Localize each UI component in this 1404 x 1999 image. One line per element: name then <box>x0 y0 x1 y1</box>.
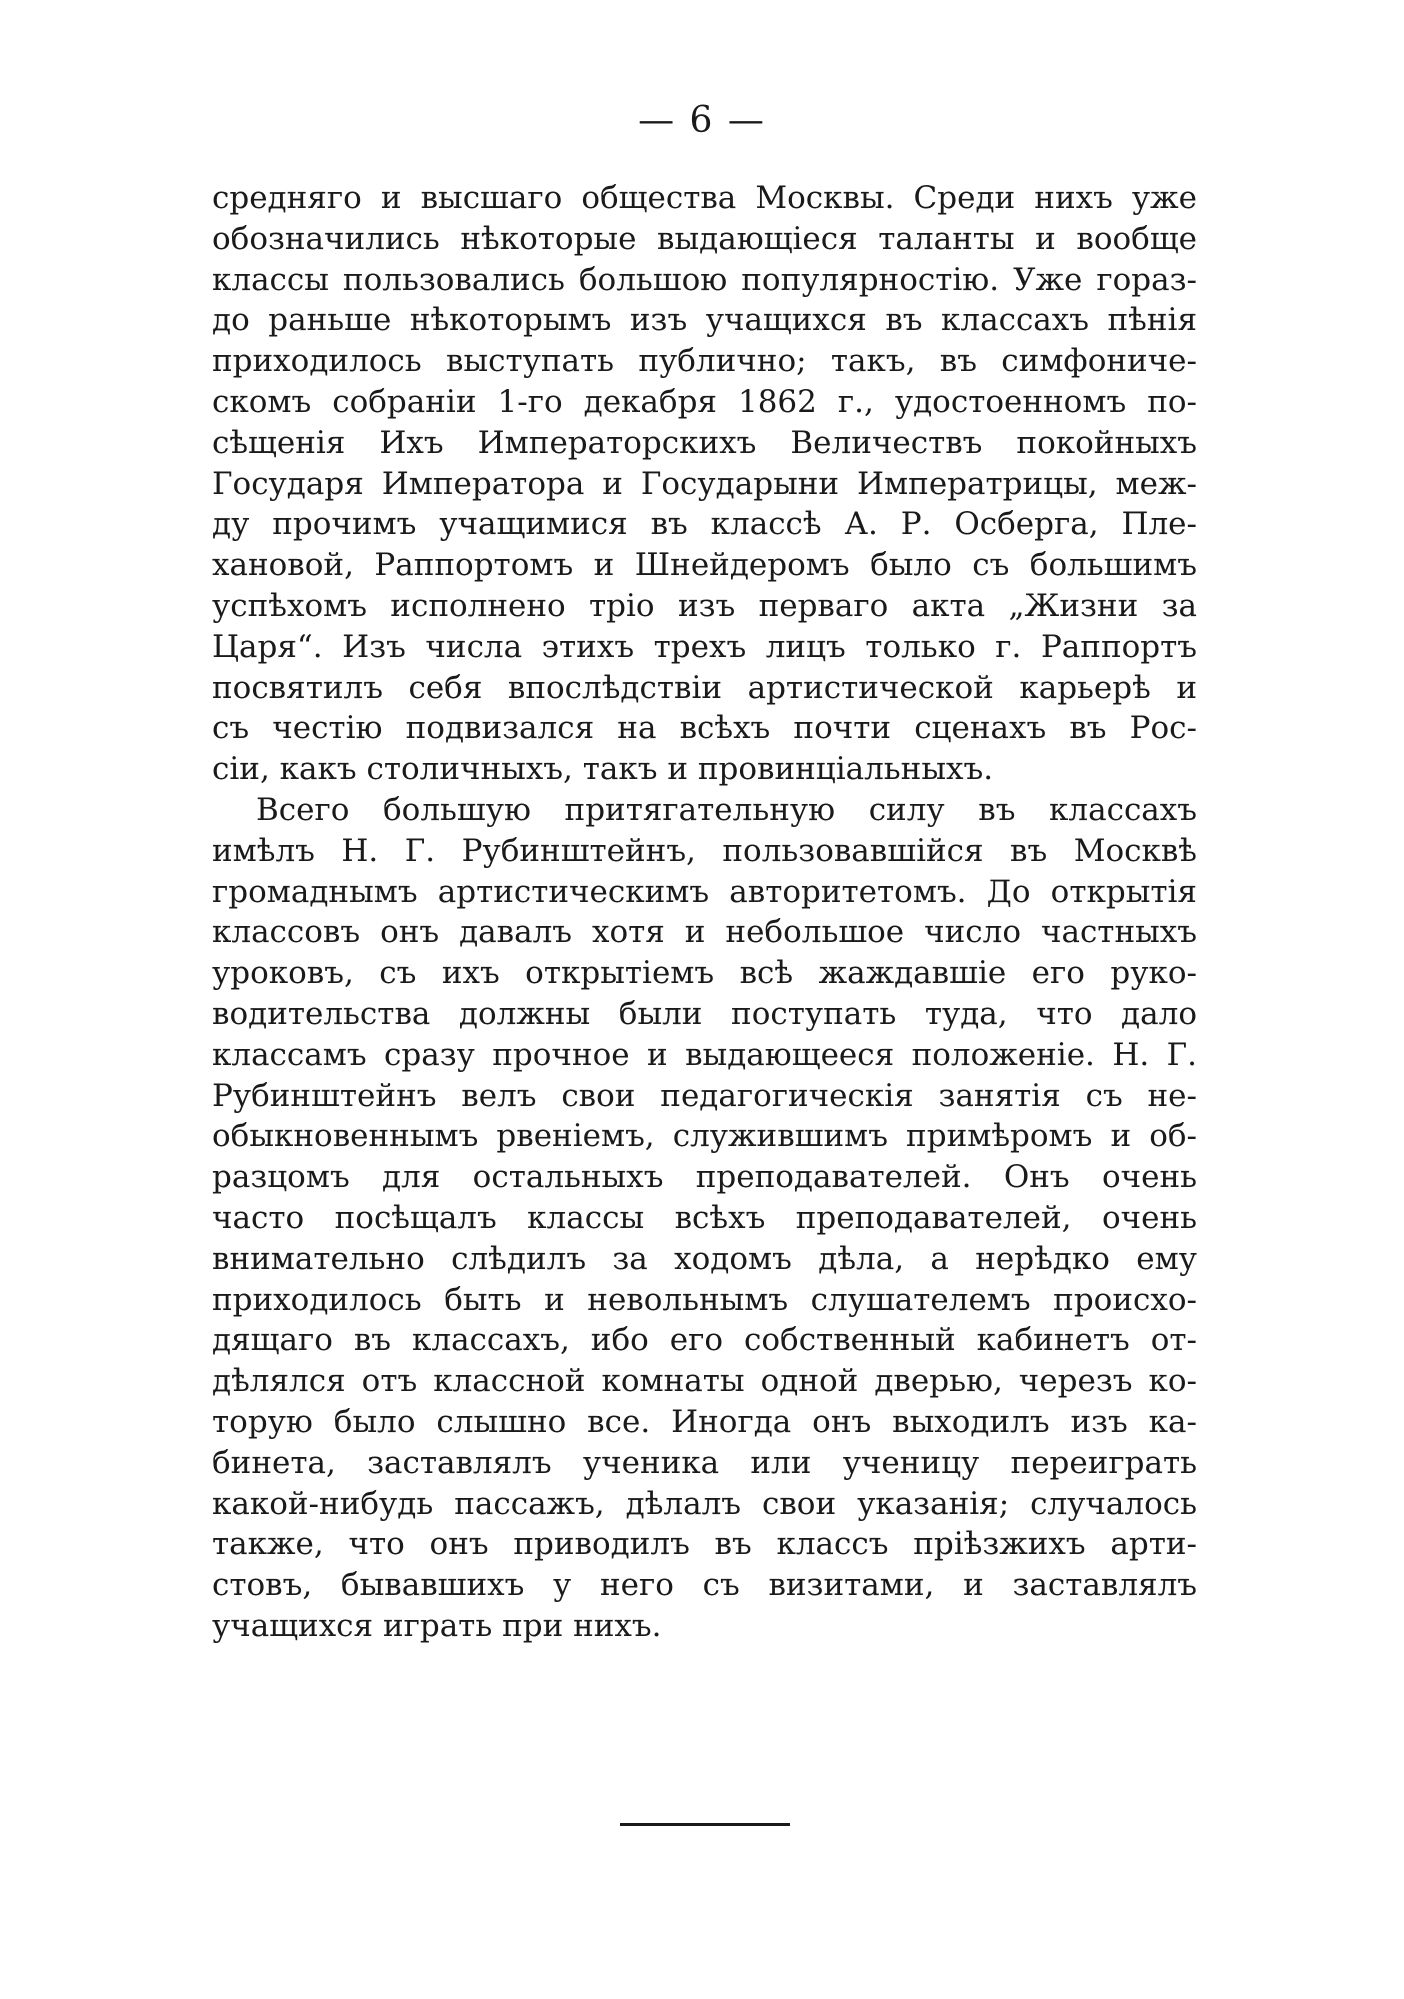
paragraph-2 <box>212 790 1197 1647</box>
text-line: классамъ сразу прочное и выдающееся положеніе. Н. Г. <box>212 1036 1197 1073</box>
text-line: водительства должны были поступать туда, что дало <box>212 995 1197 1032</box>
text-line: уроковъ, съ ихъ открытіемъ всѣ жаждавшіе его руко- <box>212 955 1197 992</box>
text-line: приходилось выступать публично; такъ, въ симфониче- <box>212 343 1197 380</box>
text-line: посвятилъ себя впослѣдствіи артистической карьерѣ и <box>212 669 1197 706</box>
text-line: Рубинштейнъ велъ свои педагогическія занятія съ не- <box>212 1077 1197 1114</box>
text-line: до раньше нѣкоторымъ изъ учащихся въ классахъ пѣнія <box>212 302 1197 339</box>
paragraph-1 <box>212 178 1197 790</box>
text-line: какой-нибудь пассажъ, дѣлалъ свои указанія; случалось <box>212 1485 1197 1522</box>
text-line: учащихся играть при нихъ. <box>212 1607 662 1644</box>
text-line: разцомъ для остальныхъ преподавателей. Онъ очень <box>212 1159 1197 1196</box>
text-line: Царя“. Изъ числа этихъ трехъ лицъ только г. Раппортъ <box>212 628 1197 665</box>
text-line: съ честію подвизался на всѣхъ почти сценахъ въ Рос- <box>212 710 1197 747</box>
text-line: Государя Императора и Государыни Императрицы, меж- <box>212 465 1197 502</box>
text-line: бинета, заставлялъ ученика или ученицу переиграть <box>212 1444 1197 1481</box>
text-line: имѣлъ Н. Г. Рубинштейнъ, пользовавшійся въ Москвѣ <box>212 832 1197 869</box>
text-line: сіи, какъ столичныхъ, такъ и провинціальныхъ. <box>212 751 994 788</box>
text-line: классовъ онъ давалъ хотя и небольшое число частныхъ <box>212 914 1197 951</box>
text-line: также, что онъ приводилъ въ классъ пріѣзжихъ арти- <box>212 1526 1197 1563</box>
text-line: дѣлялся отъ классной комнаты одной дверью, черезъ ко- <box>212 1363 1197 1400</box>
text-line: сѣщенія Ихъ Императорскихъ Величествъ покойныхъ <box>212 424 1197 461</box>
text-line: обозначились нѣкоторые выдающіеся таланты и вообще <box>212 220 1197 257</box>
text-line: дящаго въ классахъ, ибо его собственный кабинетъ от- <box>212 1322 1197 1359</box>
text-line: классы пользовались большою популярностію. Уже гораз- <box>212 261 1197 298</box>
text-line: средняго и высшаго общества Москвы. Среди нихъ уже <box>212 180 1197 216</box>
text-line: скомъ собраніи 1-го декабря 1862 г., удостоенномъ по- <box>212 383 1197 420</box>
text-line: ду прочимъ учащимися въ классѣ А. Р. Осберга, Пле- <box>212 506 1197 543</box>
text-line: успѣхомъ исполнено тріо изъ перваго акта „Жизни за <box>212 587 1197 624</box>
text-line: Всего большую притягательную силу въ классахъ <box>256 791 1197 828</box>
body-text <box>212 178 1197 1647</box>
text-line: громаднымъ артистическимъ авторитетомъ. До открытія <box>212 873 1197 910</box>
text-line: хановой, Раппортомъ и Шнейдеромъ было съ большимъ <box>212 547 1197 584</box>
text-line: приходилось быть и невольнымъ слушателемъ происхо- <box>212 1281 1197 1318</box>
text-line: внимательно слѣдилъ за ходомъ дѣла, а нерѣдко ему <box>212 1240 1197 1277</box>
text-line: стовъ, бывавшихъ у него съ визитами, и заставлялъ <box>212 1567 1197 1604</box>
text-line: торую было слышно все. Иногда онъ выходилъ изъ ка- <box>212 1403 1197 1440</box>
text-line: часто посѣщалъ классы всѣхъ преподавателей, очень <box>212 1199 1197 1236</box>
end-of-section-rule <box>620 1823 790 1826</box>
page-number: — 6 — <box>638 100 766 141</box>
text-line: обыкновеннымъ рвеніемъ, служившимъ примѣромъ и об- <box>212 1118 1197 1155</box>
